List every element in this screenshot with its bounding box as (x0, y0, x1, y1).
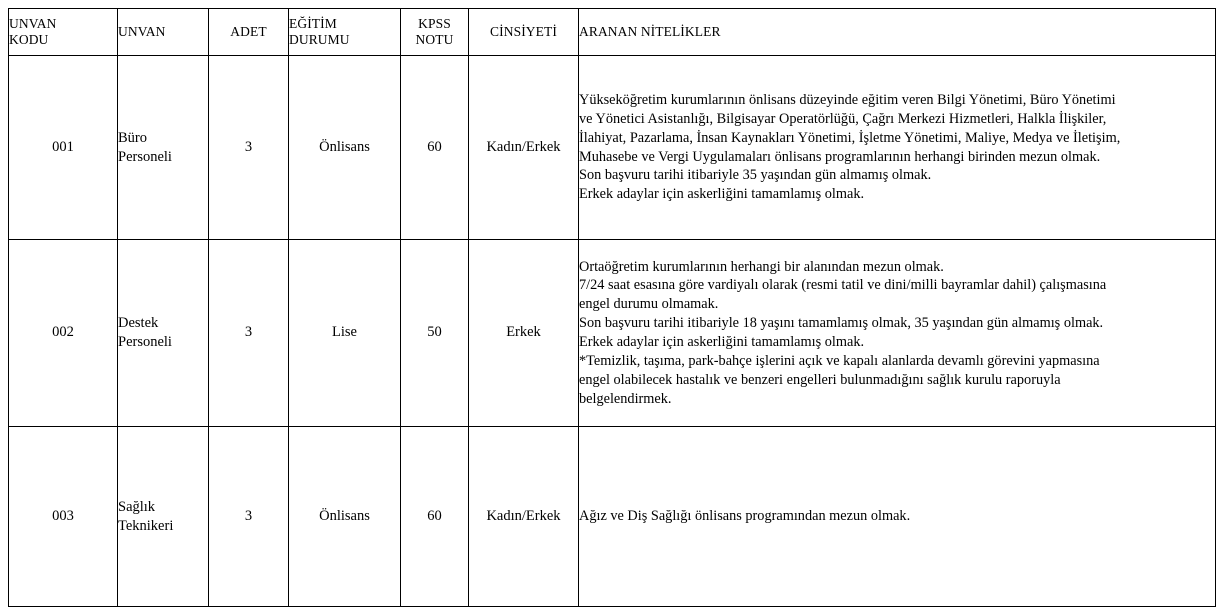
qualification-line: 7/24 saat esasına göre vardiyalı olarak (resmi tatil ve dini/milli bayramlar dahil) çalışmasına (579, 277, 1107, 294)
cell-unvan-kodu: 002 (9, 240, 118, 427)
cell-unvan-line1: Sağlık (118, 498, 156, 515)
qualification-line: Muhasebe ve Vergi Uygulamaları önlisans programlarının herhangi birinden mezun olmak. (579, 148, 1101, 165)
column-header-unvan (118, 9, 209, 56)
cell-egitim-durumu: Önlisans (289, 427, 401, 607)
column-header-egitim-durumu-line2: DURUMU (289, 32, 350, 47)
column-header-cinsiyeti (469, 9, 579, 56)
table-row (9, 56, 1216, 240)
cell-egitim-durumu: Önlisans (289, 56, 401, 240)
cell-egitim-durumu: Lise (289, 240, 401, 427)
job-positions-table (8, 8, 1216, 607)
cell-aranan-nitelikler (579, 240, 1216, 427)
cell-kpss-notu: 60 (401, 427, 469, 607)
column-header-unvan-label: UNVAN (118, 24, 166, 40)
qualification-line: *Temizlik, taşıma, park-bahçe işlerini açık ve kapalı alanlarda devamlı görevini yapmasına (579, 352, 1100, 369)
column-header-aranan-nitelikler (579, 9, 1216, 56)
qualification-line: Yükseköğretim kurumlarının önlisans düzeyinde eğitim veren Bilgi Yönetimi, Büro Yönetimi (579, 91, 1116, 108)
column-header-kpss-notu-line1: KPSS (418, 16, 451, 32)
column-header-aranan-nitelikler-label: ARANAN NİTELİKLER (579, 24, 721, 40)
cell-unvan (118, 427, 209, 607)
column-header-kpss-notu-line2: NOTU (415, 32, 454, 47)
table-row (9, 240, 1216, 427)
qualification-line: Son başvuru tarihi itibariyle 18 yaşını tamamlamış olmak, 35 yaşından gün almamış olmak. (579, 315, 1104, 332)
qualification-line: Ortaöğretim kurumlarının herhangi bir alanından mezun olmak. (579, 258, 944, 275)
cell-adet: 3 (209, 240, 289, 427)
cell-unvan-kodu: 001 (9, 56, 118, 240)
column-header-unvan-kodu (9, 9, 118, 56)
table-header-row (9, 9, 1216, 56)
qualification-line: belgelendirmek. (579, 390, 672, 407)
column-header-egitim-durumu-line1: EĞİTİM (289, 16, 337, 32)
cell-unvan-line2: Personeli (118, 148, 172, 165)
column-header-kpss-notu (401, 9, 469, 56)
cell-unvan-line1: Destek (118, 315, 159, 332)
qualification-line: İlahiyat, Pazarlama, İnsan Kaynakları Yönetimi, İşletme Yönetimi, Maliye, Medya ve İletişim, (579, 129, 1121, 146)
cell-unvan-kodu: 003 (9, 427, 118, 607)
table-row (9, 427, 1216, 607)
table-body (9, 56, 1216, 607)
qualification-line: Erkek adaylar için askerliğini tamamlamış olmak. (579, 334, 865, 350)
cell-unvan (118, 240, 209, 427)
cell-unvan (118, 56, 209, 240)
cell-aranan-nitelikler (579, 427, 1216, 607)
cell-unvan-line2: Personeli (118, 334, 172, 350)
qualification-line: engel olabilecek hastalık ve benzeri engelleri bulunmadığını sağlık kurulu raporuyla (579, 371, 1061, 388)
column-header-egitim-durumu (289, 9, 401, 56)
qualification-line: Son başvuru tarihi itibariyle 35 yaşından gün almamış olmak. (579, 167, 932, 184)
column-header-adet-label: ADET (230, 24, 267, 40)
cell-unvan-line2: Teknikeri (118, 517, 174, 534)
column-header-unvan-kodu-line1: UNVAN (9, 16, 57, 32)
cell-adet: 3 (209, 427, 289, 607)
cell-adet: 3 (209, 56, 289, 240)
qualification-line: Erkek adaylar için askerliğini tamamlamış olmak. (579, 186, 865, 203)
cell-unvan-line1: Büro (118, 129, 147, 146)
cell-kpss-notu: 60 (401, 56, 469, 240)
cell-kpss-notu: 50 (401, 240, 469, 427)
qualification-line: engel durumu olmamak. (579, 296, 719, 313)
cell-cinsiyeti: Erkek (469, 240, 579, 427)
cell-cinsiyeti: Kadın/Erkek (469, 427, 579, 607)
cell-aranan-nitelikler (579, 56, 1216, 240)
column-header-adet (209, 9, 289, 56)
table-header (9, 9, 1216, 56)
qualification-line: Ağız ve Diş Sağlığı önlisans programından mezun olmak. (579, 508, 911, 525)
qualification-line: ve Yönetici Asistanlığı, Bilgisayar Operatörlüğü, Çağrı Merkezi Hizmetleri, Halkla İlişkiler, (579, 110, 1107, 127)
column-header-cinsiyeti-label: CİNSİYETİ (490, 24, 557, 40)
cell-cinsiyeti: Kadın/Erkek (469, 56, 579, 240)
column-header-unvan-kodu-line2: KODU (9, 32, 49, 47)
